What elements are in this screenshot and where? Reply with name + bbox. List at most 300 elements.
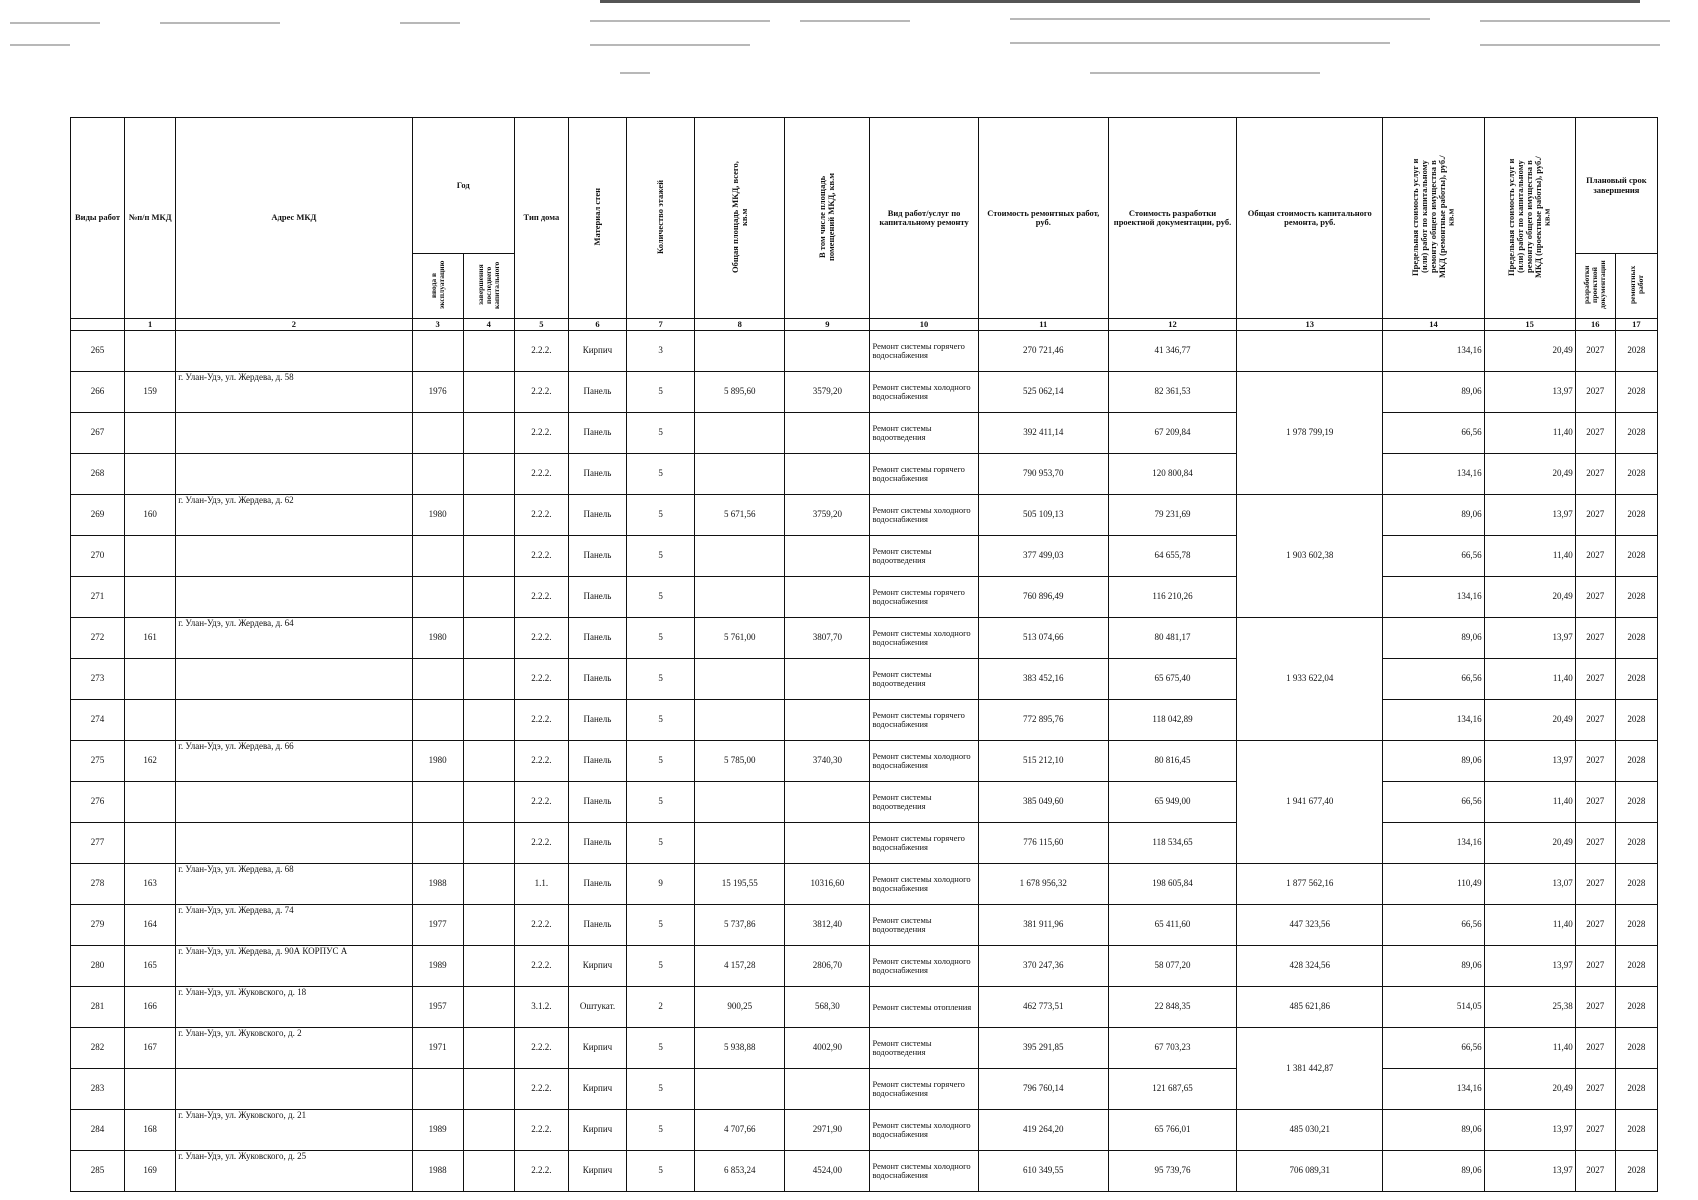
cell-floors: 5 xyxy=(627,372,695,413)
cell-total-area xyxy=(695,1069,785,1110)
cell-work-type: Ремонт системы горячего водоснабжения xyxy=(870,823,978,864)
header-year-last-repair: завершения последнего капитального xyxy=(463,254,514,319)
cell-house-type: 2.2.2. xyxy=(514,1151,568,1192)
cell-work-type: Ремонт системы холодного водоснабжения xyxy=(870,495,978,536)
cell-n-mkd: 168 xyxy=(125,1110,176,1151)
cell-floors: 5 xyxy=(627,1069,695,1110)
header-total-cost: Общая стоимость капитального ремонта, руб. xyxy=(1237,118,1383,319)
cell-total-area: 5 761,00 xyxy=(695,618,785,659)
cell-house-type: 2.2.2. xyxy=(514,1110,568,1151)
cell-address xyxy=(176,413,412,454)
cell-address xyxy=(176,700,412,741)
cell-limit-design: 13,97 xyxy=(1484,618,1575,659)
cell-planned-design: 2027 xyxy=(1575,536,1615,577)
cell-design-cost: 65 766,01 xyxy=(1108,1110,1236,1151)
cell-planned-repair: 2028 xyxy=(1615,618,1657,659)
cell-total-cost: 428 324,56 xyxy=(1237,946,1383,987)
column-number: 15 xyxy=(1484,319,1575,331)
cell-address xyxy=(176,454,412,495)
cell-wall-material: Кирпич xyxy=(568,1151,626,1192)
cell-planned-design: 2027 xyxy=(1575,864,1615,905)
cell-planned-repair: 2028 xyxy=(1615,413,1657,454)
cell-vid-rabot: 282 xyxy=(71,1028,125,1069)
cell-n-mkd: 162 xyxy=(125,741,176,782)
cell-limit-repair: 66,56 xyxy=(1383,905,1484,946)
cell-year-commission xyxy=(412,454,463,495)
cell-address: г. Улан-Удэ, ул. Жердева, д. 66 xyxy=(176,741,412,782)
cell-total-area xyxy=(695,659,785,700)
cell-limit-design: 20,49 xyxy=(1484,454,1575,495)
cell-year-last-repair xyxy=(463,372,514,413)
cell-vid-rabot: 267 xyxy=(71,413,125,454)
cell-repair-cost: 462 773,51 xyxy=(978,987,1108,1028)
cell-premises-area xyxy=(785,782,870,823)
cell-limit-design: 13,97 xyxy=(1484,495,1575,536)
cell-total-area: 4 157,28 xyxy=(695,946,785,987)
cell-limit-repair: 89,06 xyxy=(1383,741,1484,782)
cell-vid-rabot: 276 xyxy=(71,782,125,823)
cell-premises-area: 2971,90 xyxy=(785,1110,870,1151)
table-row xyxy=(71,864,1658,905)
cell-limit-design: 20,49 xyxy=(1484,577,1575,618)
cell-floors: 5 xyxy=(627,1028,695,1069)
table-row xyxy=(71,1151,1658,1192)
cell-house-type: 2.2.2. xyxy=(514,454,568,495)
cell-planned-design: 2027 xyxy=(1575,331,1615,372)
cell-premises-area: 3807,70 xyxy=(785,618,870,659)
cell-total-cost: 1 903 602,38 xyxy=(1237,495,1383,618)
cell-n-mkd xyxy=(125,1069,176,1110)
cell-work-type: Ремонт системы холодного водоснабжения xyxy=(870,618,978,659)
cell-floors: 5 xyxy=(627,1110,695,1151)
cell-year-last-repair xyxy=(463,659,514,700)
cell-planned-repair: 2028 xyxy=(1615,1028,1657,1069)
cell-total-area: 5 938,88 xyxy=(695,1028,785,1069)
cell-year-last-repair xyxy=(463,700,514,741)
cell-limit-repair: 66,56 xyxy=(1383,413,1484,454)
cell-planned-design: 2027 xyxy=(1575,454,1615,495)
cell-work-type: Ремонт системы водоотведения xyxy=(870,536,978,577)
table-row xyxy=(71,823,1658,864)
cell-total-cost: 485 621,86 xyxy=(1237,987,1383,1028)
cell-year-last-repair xyxy=(463,577,514,618)
cell-total-cost: 1 933 622,04 xyxy=(1237,618,1383,741)
cell-year-commission: 1988 xyxy=(412,1151,463,1192)
cell-vid-rabot: 270 xyxy=(71,536,125,577)
cell-total-area xyxy=(695,454,785,495)
cell-planned-repair: 2028 xyxy=(1615,454,1657,495)
cell-work-type: Ремонт системы водоотведения xyxy=(870,413,978,454)
cell-wall-material: Панель xyxy=(568,454,626,495)
cell-limit-design: 20,49 xyxy=(1484,700,1575,741)
cell-total-cost: 1 877 562,16 xyxy=(1237,864,1383,905)
cell-wall-material: Панель xyxy=(568,741,626,782)
cell-work-type: Ремонт системы горячего водоснабжения xyxy=(870,700,978,741)
cell-year-commission xyxy=(412,659,463,700)
cell-year-commission: 1989 xyxy=(412,946,463,987)
cell-year-last-repair xyxy=(463,413,514,454)
cell-limit-repair: 66,56 xyxy=(1383,659,1484,700)
header-limit-design: Предельная стоимость услуг и (или) работ по капитальному ремонту общего имущества в МКД (проектные работы), руб./кв.м xyxy=(1484,118,1575,319)
cell-limit-design: 11,40 xyxy=(1484,413,1575,454)
column-number: 17 xyxy=(1615,319,1657,331)
column-number: 4 xyxy=(463,319,514,331)
cell-total-area xyxy=(695,782,785,823)
cell-vid-rabot: 268 xyxy=(71,454,125,495)
cell-year-last-repair xyxy=(463,987,514,1028)
cell-total-area: 900,25 xyxy=(695,987,785,1028)
table-row xyxy=(71,700,1658,741)
cell-limit-repair: 89,06 xyxy=(1383,372,1484,413)
column-number: 1 xyxy=(125,319,176,331)
column-number: 13 xyxy=(1237,319,1383,331)
cell-total-area xyxy=(695,577,785,618)
cell-floors: 2 xyxy=(627,987,695,1028)
header-wall-material: Материал стен xyxy=(568,118,626,319)
header-repair-cost: Стоимость ремонтных работ, руб. xyxy=(978,118,1108,319)
cell-year-commission: 1977 xyxy=(412,905,463,946)
cell-year-last-repair xyxy=(463,946,514,987)
cell-limit-design: 13,97 xyxy=(1484,1110,1575,1151)
cell-floors: 5 xyxy=(627,946,695,987)
cell-limit-repair: 89,06 xyxy=(1383,946,1484,987)
cell-repair-cost: 395 291,85 xyxy=(978,1028,1108,1069)
cell-year-last-repair xyxy=(463,1151,514,1192)
cell-floors: 5 xyxy=(627,782,695,823)
cell-planned-design: 2027 xyxy=(1575,577,1615,618)
cell-premises-area xyxy=(785,331,870,372)
cell-planned-design: 2027 xyxy=(1575,987,1615,1028)
cell-total-cost: 1 978 799,19 xyxy=(1237,372,1383,495)
cell-repair-cost: 515 212,10 xyxy=(978,741,1108,782)
cell-wall-material: Панель xyxy=(568,536,626,577)
cell-work-type: Ремонт системы водоотведения xyxy=(870,905,978,946)
cell-address: г. Улан-Удэ, ул. Жердева, д. 58 xyxy=(176,372,412,413)
cell-premises-area: 3812,40 xyxy=(785,905,870,946)
cell-address: г. Улан-Удэ, ул. Жердева, д. 68 xyxy=(176,864,412,905)
cell-wall-material: Панель xyxy=(568,495,626,536)
cell-year-commission xyxy=(412,782,463,823)
cell-vid-rabot: 269 xyxy=(71,495,125,536)
header-address: Адрес МКД xyxy=(176,118,412,319)
header-work-type: Вид работ/услуг по капитальному ремонту xyxy=(870,118,978,319)
cell-n-mkd xyxy=(125,577,176,618)
cell-floors: 9 xyxy=(627,864,695,905)
cell-total-area xyxy=(695,331,785,372)
table-row xyxy=(71,536,1658,577)
cell-floors: 5 xyxy=(627,700,695,741)
cell-house-type: 2.2.2. xyxy=(514,782,568,823)
cell-wall-material: Оштукат. xyxy=(568,987,626,1028)
cell-limit-repair: 89,06 xyxy=(1383,1151,1484,1192)
cell-limit-repair: 134,16 xyxy=(1383,577,1484,618)
cell-total-area xyxy=(695,413,785,454)
table-row xyxy=(71,905,1658,946)
cell-house-type: 2.2.2. xyxy=(514,905,568,946)
cell-planned-design: 2027 xyxy=(1575,659,1615,700)
cell-address xyxy=(176,331,412,372)
table-row xyxy=(71,618,1658,659)
cell-premises-area: 3740,30 xyxy=(785,741,870,782)
cell-n-mkd xyxy=(125,413,176,454)
cell-repair-cost: 419 264,20 xyxy=(978,1110,1108,1151)
cell-limit-design: 11,40 xyxy=(1484,659,1575,700)
cell-wall-material: Панель xyxy=(568,618,626,659)
cell-limit-design: 20,49 xyxy=(1484,331,1575,372)
cell-design-cost: 80 481,17 xyxy=(1108,618,1236,659)
cell-floors: 3 xyxy=(627,331,695,372)
cell-year-commission: 1980 xyxy=(412,741,463,782)
cell-planned-design: 2027 xyxy=(1575,372,1615,413)
cell-house-type: 2.2.2. xyxy=(514,413,568,454)
cell-limit-repair: 66,56 xyxy=(1383,1028,1484,1069)
cell-limit-repair: 110,49 xyxy=(1383,864,1484,905)
cell-design-cost: 116 210,26 xyxy=(1108,577,1236,618)
cell-year-commission: 1989 xyxy=(412,1110,463,1151)
cell-premises-area xyxy=(785,454,870,495)
cell-planned-repair: 2028 xyxy=(1615,1110,1657,1151)
cell-limit-repair: 134,16 xyxy=(1383,454,1484,495)
cell-house-type: 2.2.2. xyxy=(514,659,568,700)
cell-address: г. Улан-Удэ, ул. Жердева, д. 74 xyxy=(176,905,412,946)
cell-limit-repair: 89,06 xyxy=(1383,495,1484,536)
cell-work-type: Ремонт системы холодного водоснабжения xyxy=(870,946,978,987)
column-number: 12 xyxy=(1108,319,1236,331)
cell-planned-design: 2027 xyxy=(1575,905,1615,946)
cell-floors: 5 xyxy=(627,495,695,536)
cell-design-cost: 65 675,40 xyxy=(1108,659,1236,700)
cell-repair-cost: 790 953,70 xyxy=(978,454,1108,495)
cell-address xyxy=(176,782,412,823)
cell-year-last-repair xyxy=(463,536,514,577)
cell-vid-rabot: 278 xyxy=(71,864,125,905)
cell-planned-design: 2027 xyxy=(1575,741,1615,782)
cell-limit-design: 11,40 xyxy=(1484,905,1575,946)
cell-total-cost xyxy=(1237,331,1383,372)
cell-limit-repair: 89,06 xyxy=(1383,1110,1484,1151)
cell-repair-cost: 383 452,16 xyxy=(978,659,1108,700)
cell-repair-cost: 377 499,03 xyxy=(978,536,1108,577)
cell-total-area: 5 785,00 xyxy=(695,741,785,782)
cell-repair-cost: 385 049,60 xyxy=(978,782,1108,823)
cell-house-type: 3.1.2. xyxy=(514,987,568,1028)
cell-premises-area xyxy=(785,577,870,618)
cell-total-area: 5 895,60 xyxy=(695,372,785,413)
cell-planned-repair: 2028 xyxy=(1615,536,1657,577)
cell-wall-material: Кирпич xyxy=(568,946,626,987)
cell-vid-rabot: 274 xyxy=(71,700,125,741)
cell-total-area xyxy=(695,536,785,577)
cell-limit-design: 20,49 xyxy=(1484,823,1575,864)
header-vid-rabot: Виды работ xyxy=(71,118,125,319)
cell-planned-repair: 2028 xyxy=(1615,659,1657,700)
cell-repair-cost: 513 074,66 xyxy=(978,618,1108,659)
cell-wall-material: Панель xyxy=(568,782,626,823)
cell-repair-cost: 772 895,76 xyxy=(978,700,1108,741)
cell-premises-area xyxy=(785,1069,870,1110)
cell-planned-repair: 2028 xyxy=(1615,905,1657,946)
cell-year-last-repair xyxy=(463,618,514,659)
cell-year-commission xyxy=(412,700,463,741)
cell-floors: 5 xyxy=(627,823,695,864)
table-row xyxy=(71,741,1658,782)
cell-work-type: Ремонт системы холодного водоснабжения xyxy=(870,372,978,413)
cell-address: г. Улан-Удэ, ул. Жердева, д. 62 xyxy=(176,495,412,536)
cell-floors: 5 xyxy=(627,413,695,454)
cell-limit-design: 25,38 xyxy=(1484,987,1575,1028)
cell-design-cost: 58 077,20 xyxy=(1108,946,1236,987)
cell-premises-area: 10316,60 xyxy=(785,864,870,905)
cell-wall-material: Панель xyxy=(568,864,626,905)
cell-n-mkd: 166 xyxy=(125,987,176,1028)
cell-premises-area: 2806,70 xyxy=(785,946,870,987)
cell-planned-repair: 2028 xyxy=(1615,495,1657,536)
cell-n-mkd: 159 xyxy=(125,372,176,413)
cell-premises-area: 3759,20 xyxy=(785,495,870,536)
column-number: 16 xyxy=(1575,319,1615,331)
cell-n-mkd xyxy=(125,659,176,700)
cell-limit-design: 11,40 xyxy=(1484,782,1575,823)
cell-premises-area xyxy=(785,659,870,700)
cell-work-type: Ремонт системы горячего водоснабжения xyxy=(870,1069,978,1110)
cell-address: г. Улан-Удэ, ул. Жуковского, д. 18 xyxy=(176,987,412,1028)
cell-year-commission xyxy=(412,413,463,454)
column-number: 3 xyxy=(412,319,463,331)
table-row xyxy=(71,1069,1658,1110)
cell-limit-design: 11,40 xyxy=(1484,1028,1575,1069)
cell-floors: 5 xyxy=(627,1151,695,1192)
cell-address xyxy=(176,536,412,577)
cell-planned-repair: 2028 xyxy=(1615,700,1657,741)
cell-work-type: Ремонт системы горячего водоснабжения xyxy=(870,577,978,618)
cell-limit-design: 13,97 xyxy=(1484,946,1575,987)
cell-design-cost: 79 231,69 xyxy=(1108,495,1236,536)
cell-work-type: Ремонт системы отопления xyxy=(870,987,978,1028)
column-number: 11 xyxy=(978,319,1108,331)
header-planned: Плановый срок завершения xyxy=(1575,118,1657,254)
cell-premises-area: 568,30 xyxy=(785,987,870,1028)
cell-n-mkd xyxy=(125,823,176,864)
cell-planned-repair: 2028 xyxy=(1615,741,1657,782)
cell-total-area: 6 853,24 xyxy=(695,1151,785,1192)
cell-house-type: 2.2.2. xyxy=(514,331,568,372)
cell-address xyxy=(176,659,412,700)
cell-year-last-repair xyxy=(463,454,514,495)
cell-premises-area: 4002,90 xyxy=(785,1028,870,1069)
header-floors: Количество этажей xyxy=(627,118,695,319)
cell-total-cost: 1 381 442,87 xyxy=(1237,1028,1383,1110)
cell-design-cost: 22 848,35 xyxy=(1108,987,1236,1028)
column-number: 6 xyxy=(568,319,626,331)
cell-n-mkd: 164 xyxy=(125,905,176,946)
cell-year-commission: 1957 xyxy=(412,987,463,1028)
cell-total-area: 15 195,55 xyxy=(695,864,785,905)
cell-wall-material: Кирпич xyxy=(568,331,626,372)
cell-planned-repair: 2028 xyxy=(1615,372,1657,413)
cell-limit-design: 20,49 xyxy=(1484,1069,1575,1110)
table-row xyxy=(71,946,1658,987)
cell-design-cost: 65 949,00 xyxy=(1108,782,1236,823)
cell-vid-rabot: 266 xyxy=(71,372,125,413)
cell-total-area: 4 707,66 xyxy=(695,1110,785,1151)
header-planned-repair: ремонтных работ xyxy=(1615,254,1657,319)
cell-work-type: Ремонт системы холодного водоснабжения xyxy=(870,741,978,782)
column-number-row xyxy=(71,319,1658,331)
cell-design-cost: 120 800,84 xyxy=(1108,454,1236,495)
cell-address: г. Улан-Удэ, ул. Жуковского, д. 25 xyxy=(176,1151,412,1192)
cell-planned-repair: 2028 xyxy=(1615,1069,1657,1110)
header-n-mkd: №п/п МКД xyxy=(125,118,176,319)
cell-total-area: 5 737,86 xyxy=(695,905,785,946)
cell-vid-rabot: 273 xyxy=(71,659,125,700)
cell-planned-repair: 2028 xyxy=(1615,823,1657,864)
cell-planned-design: 2027 xyxy=(1575,495,1615,536)
cell-planned-design: 2027 xyxy=(1575,946,1615,987)
cell-planned-repair: 2028 xyxy=(1615,864,1657,905)
cell-vid-rabot: 284 xyxy=(71,1110,125,1151)
cell-wall-material: Панель xyxy=(568,905,626,946)
cell-year-last-repair xyxy=(463,864,514,905)
cell-total-area xyxy=(695,700,785,741)
cell-house-type: 2.2.2. xyxy=(514,741,568,782)
cell-premises-area xyxy=(785,823,870,864)
cell-limit-repair: 134,16 xyxy=(1383,700,1484,741)
cell-house-type: 2.2.2. xyxy=(514,1069,568,1110)
cell-limit-design: 13,97 xyxy=(1484,741,1575,782)
cell-design-cost: 67 209,84 xyxy=(1108,413,1236,454)
cell-n-mkd xyxy=(125,454,176,495)
cell-wall-material: Панель xyxy=(568,700,626,741)
cell-planned-design: 2027 xyxy=(1575,618,1615,659)
cell-limit-repair: 134,16 xyxy=(1383,823,1484,864)
cell-address: г. Улан-Удэ, ул. Жердева, д. 64 xyxy=(176,618,412,659)
cell-work-type: Ремонт системы водоотведения xyxy=(870,782,978,823)
cell-planned-repair: 2028 xyxy=(1615,1151,1657,1192)
cell-planned-design: 2027 xyxy=(1575,700,1615,741)
cell-house-type: 2.2.2. xyxy=(514,946,568,987)
cell-design-cost: 121 687,65 xyxy=(1108,1069,1236,1110)
cell-repair-cost: 381 911,96 xyxy=(978,905,1108,946)
cell-house-type: 2.2.2. xyxy=(514,372,568,413)
cell-year-commission: 1988 xyxy=(412,864,463,905)
cell-vid-rabot: 277 xyxy=(71,823,125,864)
cell-floors: 5 xyxy=(627,741,695,782)
header-planned-design: разработки проектной документации xyxy=(1575,254,1615,319)
cell-year-commission xyxy=(412,577,463,618)
cell-limit-repair: 89,06 xyxy=(1383,618,1484,659)
cell-design-cost: 118 534,65 xyxy=(1108,823,1236,864)
cell-repair-cost: 392 411,14 xyxy=(978,413,1108,454)
cell-repair-cost: 776 115,60 xyxy=(978,823,1108,864)
cell-premises-area xyxy=(785,700,870,741)
cell-design-cost: 67 703,23 xyxy=(1108,1028,1236,1069)
cell-year-last-repair xyxy=(463,1028,514,1069)
cell-year-commission xyxy=(412,331,463,372)
cell-limit-repair: 514,05 xyxy=(1383,987,1484,1028)
table-row xyxy=(71,331,1658,372)
cell-house-type: 2.2.2. xyxy=(514,618,568,659)
cell-address xyxy=(176,823,412,864)
cell-n-mkd xyxy=(125,782,176,823)
cell-n-mkd: 163 xyxy=(125,864,176,905)
cell-planned-design: 2027 xyxy=(1575,1151,1615,1192)
header-limit-repair: Предельная стоимость услуг и (или) работ по капитальному ремонту общего имущества в МКД (ремонтные работы), руб./кв.м xyxy=(1383,118,1484,319)
cell-address: г. Улан-Удэ, ул. Жердева, д. 90А КОРПУС А xyxy=(176,946,412,987)
cell-n-mkd xyxy=(125,700,176,741)
cell-year-last-repair xyxy=(463,1110,514,1151)
cell-work-type: Ремонт системы водоотведения xyxy=(870,1028,978,1069)
cell-design-cost: 95 739,76 xyxy=(1108,1151,1236,1192)
